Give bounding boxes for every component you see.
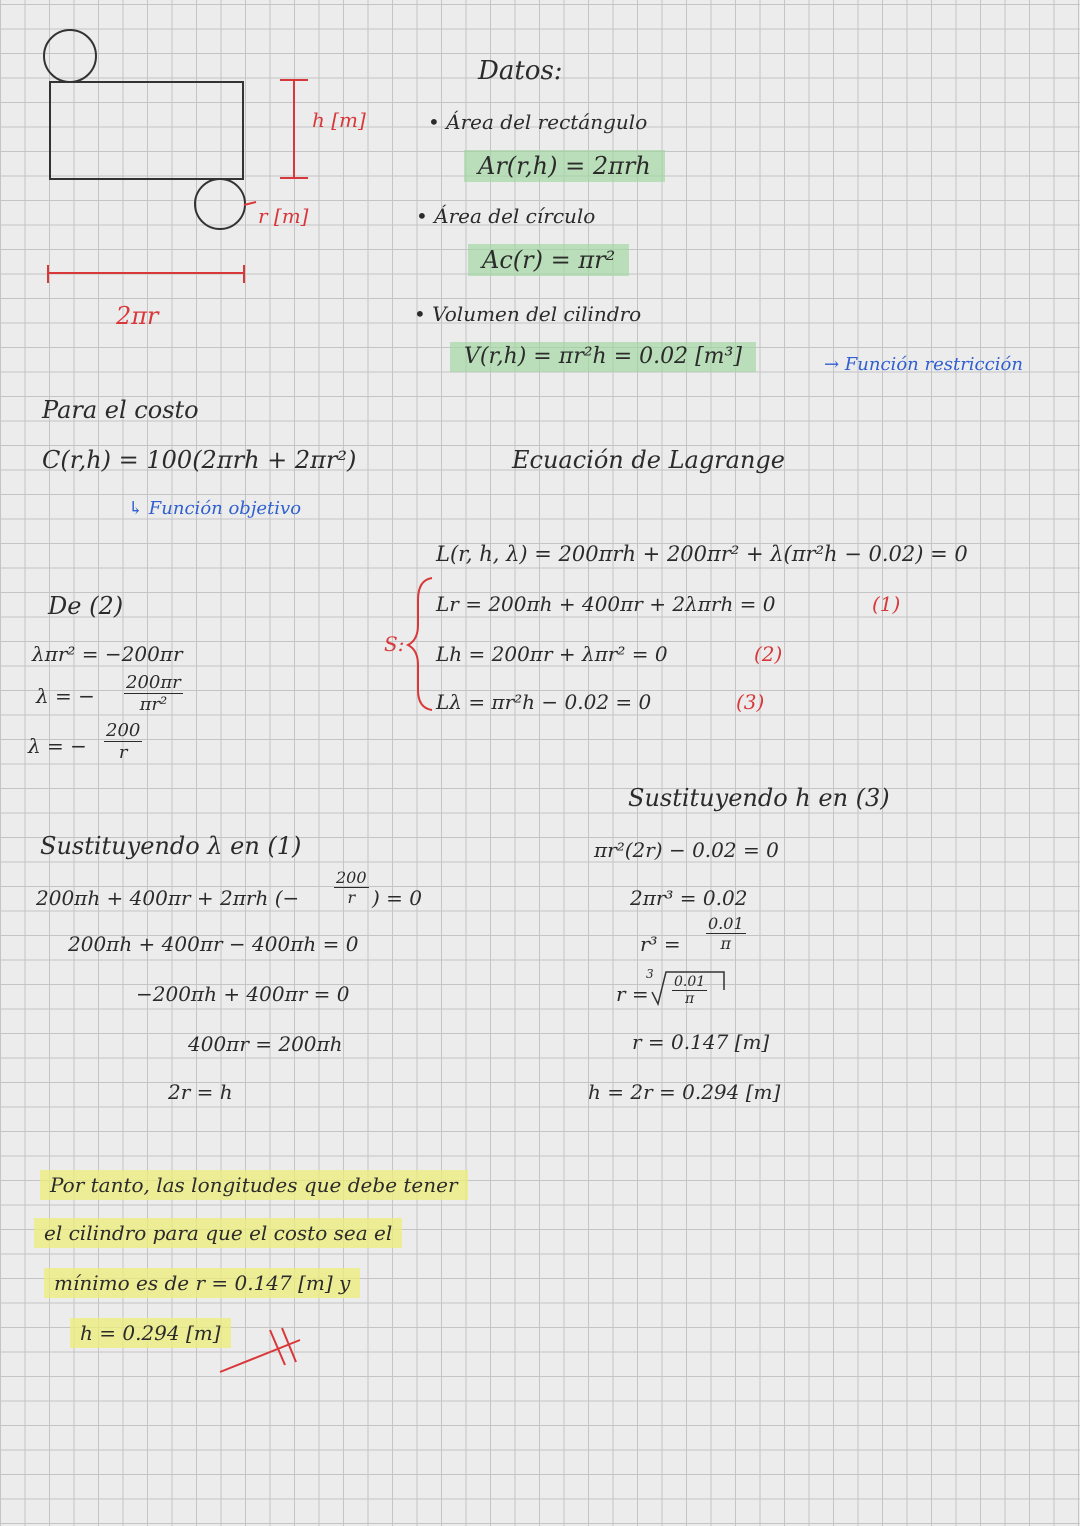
subst-h-line4-fraction: $\frac{0.01}{\pi}$ <box>674 974 706 1007</box>
cylinder-volume-formula: V(r,h) = πr²h = 0.02 [m³] <box>450 342 756 372</box>
subst-h-line2: 2πr³ = 0.02 <box>630 886 748 910</box>
subst-lambda-line3: −200πh + 400πr = 0 <box>136 982 350 1006</box>
subst-lambda-line1-left: 200πh + 400πr + 2πrh (− <box>36 886 300 910</box>
from2-heading: De (2) <box>48 592 124 620</box>
cost-formula: C(r,h) = 100(2πrh + 2πr²) <box>42 446 357 474</box>
eq2-tag: (2) <box>754 642 783 666</box>
conclusion-line2: el cilindro para que el costo sea el <box>34 1218 402 1248</box>
subst-lambda-line1-fraction: $\frac{200}{r}$ <box>336 868 367 907</box>
lagrange-eq1: Lr = 200πh + 400πr + 2λπrh = 0 <box>436 592 776 616</box>
conclusion-line4: h = 0.294 [m] <box>70 1318 231 1348</box>
from2-line2-left: λ = − <box>36 684 95 708</box>
conclusion-line3: mínimo es de r = 0.147 [m] y <box>44 1268 360 1298</box>
eq3-tag: (3) <box>736 690 765 714</box>
height-result: h = 2r = 0.294 [m] <box>588 1080 781 1104</box>
cylinder-volume-label: • Volumen del cilindro <box>414 302 642 326</box>
conclusion-line1: Por tanto, las longitudes que debe tener <box>40 1170 468 1200</box>
subst-h-heading: Sustituyendo h en (3) <box>628 784 890 812</box>
height-label: h [m] <box>312 108 366 132</box>
rect-area-label: • Área del rectángulo <box>428 110 648 134</box>
lagrange-heading: Ecuación de Lagrange <box>512 446 785 474</box>
eq1-tag: (1) <box>872 592 901 616</box>
lagrange-eq2: Lh = 200πr + λπr² = 0 <box>436 642 668 666</box>
subst-lambda-line4: 400πr = 200πh <box>188 1032 343 1056</box>
lagrange-main: L(r, h, λ) = 200πrh + 200πr² + λ(πr²h − 0.02) = 0 <box>436 542 968 566</box>
subst-h-line1: πr²(2r) − 0.02 = 0 <box>594 838 779 862</box>
width-label: 2πr <box>116 302 159 330</box>
subst-lambda-line2: 200πh + 400πr − 400πh = 0 <box>68 932 359 956</box>
cost-heading: Para el costo <box>42 396 199 424</box>
lagrange-eq3: Lλ = πr²h − 0.02 = 0 <box>436 690 652 714</box>
from2-line3-left: λ = − <box>28 734 87 758</box>
rect-area-formula: Ar(r,h) = 2πrh <box>464 150 665 182</box>
subst-h-line3-fraction: $\frac{0.01}{\pi}$ <box>708 914 744 953</box>
circle-area-label: • Área del círculo <box>416 204 596 228</box>
circle-area-formula: Ac(r) = πr² <box>468 244 629 276</box>
from2-line2-fraction: $\frac{200\pi r}{\text{πr²}}$ <box>126 672 181 715</box>
restriction-note: → Función restricción <box>824 354 1023 375</box>
subst-lambda-heading: Sustituyendo λ en (1) <box>40 832 302 860</box>
datos-title: Datos: <box>478 56 563 86</box>
radius-result: r = 0.147 [m] <box>632 1030 770 1054</box>
from2-line3-fraction: $\frac{200}{r}$ <box>106 720 141 763</box>
subst-h-line3-left: r³ = <box>640 932 681 956</box>
cube-root-index: 3 <box>646 967 654 981</box>
objective-note: ↳ Función objetivo <box>128 498 302 519</box>
system-label: S: <box>384 632 405 656</box>
radius-label: r [m] <box>258 204 309 228</box>
subst-lambda-line5: 2r = h <box>168 1080 233 1104</box>
from2-line1: λπr² = −200πr <box>32 642 183 666</box>
subst-lambda-line1-right: ) = 0 <box>372 886 422 910</box>
subst-h-line4-left: r = <box>616 982 649 1006</box>
